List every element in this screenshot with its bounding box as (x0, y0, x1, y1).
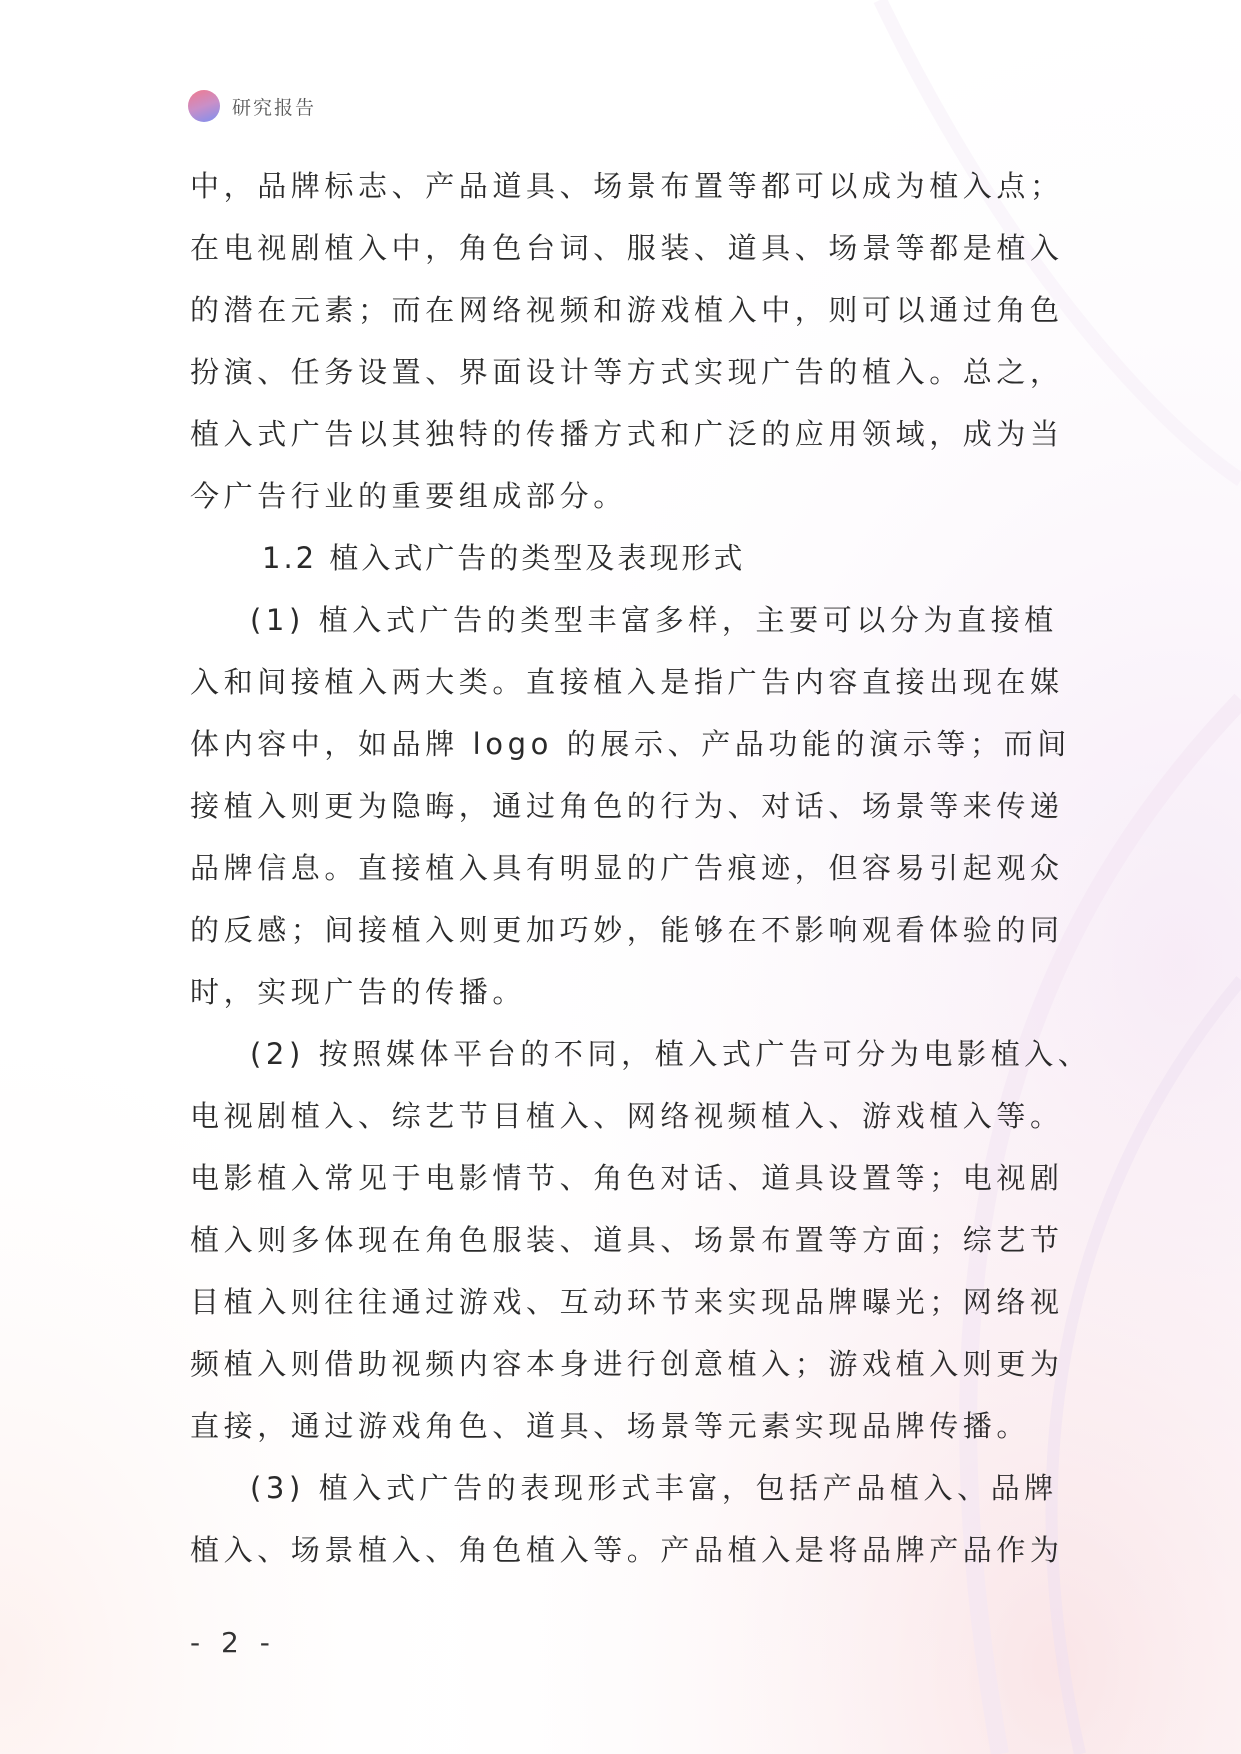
paragraph-line: 体内容中，如品牌 logo 的展示、产品功能的演示等；而间 (190, 727, 1071, 761)
paragraph-line: 中，品牌标志、产品道具、场景布置等都可以成为植入点； (190, 169, 1064, 203)
paragraph-line: 的潜在元素；而在网络视频和游戏植入中，则可以通过角色 (190, 293, 1064, 327)
paragraph-line: 的反感；间接植入则更加巧妙，能够在不影响观看体验的同 (190, 913, 1064, 947)
paragraph-line: 植入式广告以其独特的传播方式和广泛的应用领域，成为当 (190, 417, 1064, 451)
paragraph-line: 直接，通过游戏角色、道具、场景等元素实现品牌传播。 (190, 1409, 1031, 1443)
paragraph-line: 入和间接植入两大类。直接植入是指广告内容直接出现在媒 (190, 665, 1064, 699)
paragraph-line: 电视剧植入、综艺节目植入、网络视频植入、游戏植入等。 (190, 1099, 1064, 1133)
paragraph-line: 电影植入常见于电影情节、角色对话、道具设置等；电视剧 (190, 1161, 1064, 1195)
paragraph-line: 在电视剧植入中，角色台词、服装、道具、场景等都是植入 (190, 231, 1064, 265)
section-heading: 1.2 植入式广告的类型及表现形式 (262, 541, 746, 575)
document-body (190, 155, 1092, 1581)
paragraph-line: (2) 按照媒体平台的不同，植入式广告可分为电影植入、 (250, 1037, 1092, 1071)
paragraph-line: 品牌信息。直接植入具有明显的广告痕迹，但容易引起观众 (190, 851, 1064, 885)
report-header (188, 90, 316, 122)
paragraph-line: 植入则多体现在角色服装、道具、场景布置等方面；综艺节 (190, 1223, 1064, 1257)
paragraph-line: 植入、场景植入、角色植入等。产品植入是将品牌产品作为 (190, 1533, 1064, 1567)
paragraph-line: 接植入则更为隐晦，通过角色的行为、对话、场景等来传递 (190, 789, 1064, 823)
paragraph-line: (1) 植入式广告的类型丰富多样，主要可以分为直接植 (250, 603, 1058, 637)
paragraph-line: 扮演、任务设置、界面设计等方式实现广告的植入。总之， (190, 355, 1064, 389)
paragraph-line: 目植入则往往通过游戏、互动环节来实现品牌曝光；网络视 (190, 1285, 1064, 1319)
page-number: - 2 - (190, 1626, 276, 1659)
paragraph-line: (3) 植入式广告的表现形式丰富，包括产品植入、品牌 (250, 1471, 1058, 1505)
paragraph-line: 时，实现广告的传播。 (190, 975, 527, 1009)
header-title: 研究报告 (232, 96, 317, 119)
paragraph-line: 今广告行业的重要组成部分。 (190, 479, 627, 513)
paragraph-line: 频植入则借助视频内容本身进行创意植入；游戏植入则更为 (190, 1347, 1064, 1381)
gradient-circle-logo-icon (188, 90, 220, 122)
